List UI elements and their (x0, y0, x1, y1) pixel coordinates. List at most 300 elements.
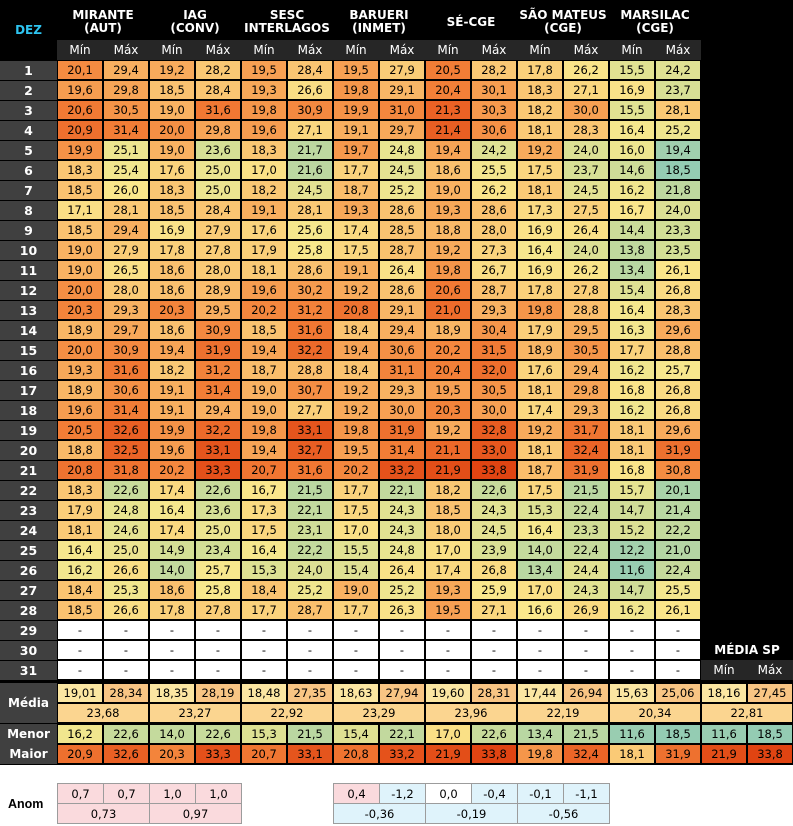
min-temp-cell: 14,0 (149, 560, 195, 580)
min-temp-cell: 17,5 (241, 520, 287, 540)
max-temp-cell: 30,5 (563, 340, 609, 360)
max-temp-cell: 26,2 (563, 260, 609, 280)
max-temp-cell: - (195, 640, 241, 660)
max-temp-cell: 24,8 (379, 540, 425, 560)
max-temp-cell: 29,4 (103, 60, 149, 80)
max-temp-cell: 32,2 (195, 420, 241, 440)
min-temp-cell: 17,9 (57, 500, 103, 520)
min-temp-cell: 19,8 (425, 260, 471, 280)
min-temp-cell: 15,4 (609, 280, 655, 300)
min-temp-cell: 20,3 (425, 400, 471, 420)
min-temp-cell: 18,2 (517, 100, 563, 120)
menor-min-cell: 13,4 (517, 724, 563, 744)
min-temp-cell: 18,5 (149, 80, 195, 100)
min-temp-cell: 15,3 (241, 560, 287, 580)
max-temp-cell: - (103, 660, 149, 680)
min-temp-cell: 21,4 (425, 120, 471, 140)
min-temp-cell: 17,8 (149, 600, 195, 620)
min-temp-cell: 15,5 (333, 540, 379, 560)
min-temp-cell: 16,7 (609, 200, 655, 220)
media-sp-min: 18,16 (701, 683, 747, 703)
min-temp-cell: 18,2 (241, 180, 287, 200)
max-temp-cell: - (379, 640, 425, 660)
day-number: 25 (0, 541, 57, 560)
min-temp-cell: 17,7 (333, 480, 379, 500)
max-temp-cell: 28,7 (287, 600, 333, 620)
min-temp-cell: 19,3 (425, 580, 471, 600)
max-temp-cell: 28,5 (379, 220, 425, 240)
max-temp-cell: 23,7 (563, 160, 609, 180)
media-max-cell: 28,31 (471, 683, 517, 703)
max-col-header: Máx (471, 40, 517, 60)
max-temp-cell: 21,6 (287, 160, 333, 180)
maior-max-cell: 33,2 (379, 744, 425, 764)
min-temp-cell: 19,9 (57, 140, 103, 160)
min-temp-cell: - (425, 640, 471, 660)
min-temp-cell: 15,5 (609, 100, 655, 120)
min-temp-cell: 18,8 (57, 440, 103, 460)
max-temp-cell: 29,5 (563, 320, 609, 340)
menor-max-cell: 22,6 (471, 724, 517, 744)
min-temp-cell: 18,1 (57, 520, 103, 540)
max-temp-cell: 26,5 (103, 260, 149, 280)
max-temp-cell: 25,4 (103, 160, 149, 180)
min-temp-cell: - (517, 620, 563, 640)
day-number: 22 (0, 481, 57, 500)
max-temp-cell: 27,1 (287, 120, 333, 140)
max-temp-cell: 23,7 (655, 80, 701, 100)
day-number: 2 (0, 81, 57, 100)
maior-max-cell: 32,4 (563, 744, 609, 764)
min-temp-cell: 16,4 (517, 520, 563, 540)
min-temp-cell: 20,0 (57, 340, 103, 360)
max-temp-cell: 27,5 (563, 200, 609, 220)
max-temp-cell: 22,1 (287, 500, 333, 520)
min-temp-cell: 18,2 (425, 480, 471, 500)
min-temp-cell: 18,1 (517, 180, 563, 200)
max-temp-cell: 28,4 (195, 80, 241, 100)
dez-corner-label: DEZ (15, 23, 42, 37)
min-temp-cell: 18,5 (57, 180, 103, 200)
min-temp-cell: 18,6 (149, 320, 195, 340)
max-temp-cell: 19,4 (655, 140, 701, 160)
min-temp-cell: 19,6 (57, 400, 103, 420)
min-temp-cell: - (609, 640, 655, 660)
min-temp-cell: 18,6 (149, 260, 195, 280)
min-temp-cell: 16,3 (609, 320, 655, 340)
max-temp-cell: 29,4 (379, 320, 425, 340)
max-temp-cell: 26,4 (379, 560, 425, 580)
station-name: IAG (183, 8, 207, 22)
min-temp-cell: 18,5 (57, 220, 103, 240)
min-temp-cell: 18,1 (517, 380, 563, 400)
max-temp-cell: 31,4 (195, 380, 241, 400)
min-temp-cell: 20,6 (425, 280, 471, 300)
min-temp-cell: 19,0 (241, 400, 287, 420)
min-temp-cell: 20,8 (333, 300, 379, 320)
max-temp-cell: - (655, 660, 701, 680)
max-temp-cell: 33,3 (195, 460, 241, 480)
max-temp-cell: 29,3 (563, 400, 609, 420)
min-temp-cell: 20,5 (425, 60, 471, 80)
max-temp-cell: 30,2 (287, 280, 333, 300)
day-number: 4 (0, 121, 57, 140)
max-temp-cell: 26,8 (655, 400, 701, 420)
day-number: 27 (0, 581, 57, 600)
max-temp-cell: 28,7 (471, 280, 517, 300)
min-temp-cell: 15,7 (609, 480, 655, 500)
max-temp-cell: 23,9 (471, 540, 517, 560)
min-temp-cell: 18,7 (517, 460, 563, 480)
media-min-cell: 15,63 (609, 683, 655, 703)
max-temp-cell: 22,4 (655, 560, 701, 580)
max-temp-cell: 29,4 (103, 220, 149, 240)
max-temp-cell: 25,1 (103, 140, 149, 160)
min-temp-cell: 19,1 (149, 400, 195, 420)
max-temp-cell: 26,8 (655, 380, 701, 400)
min-temp-cell: 16,9 (517, 220, 563, 240)
min-temp-cell: - (333, 660, 379, 680)
max-temp-cell: 32,0 (471, 360, 517, 380)
max-temp-cell: 28,3 (563, 120, 609, 140)
media-row-label: Média (0, 683, 57, 723)
day-number: 17 (0, 381, 57, 400)
min-temp-cell: - (517, 660, 563, 680)
max-temp-cell: 30,9 (287, 100, 333, 120)
min-temp-cell: 20,5 (57, 420, 103, 440)
max-temp-cell: 28,6 (287, 260, 333, 280)
max-temp-cell: 31,4 (103, 120, 149, 140)
menor-row-label: Menor (0, 724, 57, 744)
max-temp-cell: 30,6 (379, 340, 425, 360)
min-temp-cell: 21,1 (425, 440, 471, 460)
min-temp-cell: 13,4 (609, 260, 655, 280)
min-temp-cell: 18,1 (609, 440, 655, 460)
max-temp-cell: 26,2 (471, 180, 517, 200)
max-temp-cell: 30,0 (379, 400, 425, 420)
max-temp-cell: 30,3 (471, 100, 517, 120)
maior-min-cell: 20,9 (57, 744, 103, 764)
station-header (425, 4, 517, 40)
min-temp-cell: 19,2 (333, 400, 379, 420)
min-temp-cell: 18,3 (149, 180, 195, 200)
anomaly-panel (0, 765, 793, 826)
max-temp-cell: 30,1 (471, 80, 517, 100)
station-header (517, 4, 609, 40)
day-number: 5 (0, 141, 57, 160)
min-temp-cell: 17,5 (333, 240, 379, 260)
max-temp-cell: - (655, 620, 701, 640)
max-temp-cell: 31,5 (471, 340, 517, 360)
min-temp-cell: 18,4 (57, 580, 103, 600)
media-avg-cell: 23,29 (333, 703, 425, 723)
min-temp-cell: 20,1 (57, 60, 103, 80)
max-temp-cell: 28,6 (379, 200, 425, 220)
max-temp-cell: 32,8 (471, 420, 517, 440)
max-temp-cell: 28,1 (103, 200, 149, 220)
max-temp-cell: 27,8 (195, 600, 241, 620)
min-temp-cell: 20,2 (241, 300, 287, 320)
min-temp-cell: 19,4 (241, 340, 287, 360)
max-temp-cell: - (195, 660, 241, 680)
min-temp-cell: 20,0 (57, 280, 103, 300)
menor-max-cell: 18,5 (655, 724, 701, 744)
min-temp-cell: 20,3 (57, 300, 103, 320)
max-temp-cell: 31,4 (379, 440, 425, 460)
station-sub: (INMET) (352, 21, 406, 35)
menor-max-cell: 22,1 (379, 724, 425, 744)
min-temp-cell: 17,4 (149, 480, 195, 500)
max-temp-cell: 24,2 (471, 140, 517, 160)
max-temp-cell: 30,6 (471, 120, 517, 140)
min-temp-cell: 18,9 (57, 320, 103, 340)
min-temp-cell: 16,9 (149, 220, 195, 240)
min-temp-cell: 19,8 (241, 420, 287, 440)
media-max-cell: 25,06 (655, 683, 701, 703)
media-avg-cell: 22,92 (241, 703, 333, 723)
max-temp-cell: 28,6 (379, 280, 425, 300)
media-sp-max-header: Máx (747, 660, 793, 680)
max-temp-cell: 23,6 (195, 140, 241, 160)
menor-max-cell: 21,5 (287, 724, 333, 744)
max-temp-cell: 31,2 (195, 360, 241, 380)
day-number: 10 (0, 241, 57, 260)
max-temp-cell: 25,2 (379, 180, 425, 200)
max-temp-cell: 27,9 (379, 60, 425, 80)
min-temp-cell: 19,6 (149, 440, 195, 460)
maior-min-cell: 20,3 (149, 744, 195, 764)
max-temp-cell: 22,6 (471, 480, 517, 500)
max-temp-cell: 28,4 (195, 200, 241, 220)
max-temp-cell: 31,1 (379, 360, 425, 380)
max-temp-cell: 29,3 (103, 300, 149, 320)
min-temp-cell: 19,1 (333, 260, 379, 280)
anom-right-value: 0,4 (333, 783, 380, 804)
min-col-header: Mín (609, 40, 655, 60)
min-temp-cell: 16,4 (517, 240, 563, 260)
min-temp-cell: 19,2 (425, 240, 471, 260)
min-temp-cell: 17,0 (425, 540, 471, 560)
max-temp-cell: 22,4 (563, 500, 609, 520)
min-temp-cell: - (57, 640, 103, 660)
max-temp-cell: 27,7 (287, 400, 333, 420)
max-temp-cell: 31,6 (103, 360, 149, 380)
max-temp-cell: 26,9 (563, 600, 609, 620)
max-temp-cell: 26,1 (655, 600, 701, 620)
min-temp-cell: - (241, 620, 287, 640)
min-temp-cell: 18,5 (149, 200, 195, 220)
anom-right-value: -1,1 (563, 783, 610, 804)
max-temp-cell: - (103, 640, 149, 660)
day-number: 11 (0, 261, 57, 280)
max-temp-cell: 23,4 (195, 540, 241, 560)
media-min-cell: 18,35 (149, 683, 195, 703)
max-temp-cell: 25,5 (655, 580, 701, 600)
max-temp-cell: 23,1 (287, 520, 333, 540)
anom-left-value: 1,0 (149, 783, 196, 804)
max-temp-cell: 21,7 (287, 140, 333, 160)
max-temp-cell: 24,4 (563, 560, 609, 580)
max-col-header: Máx (287, 40, 333, 60)
max-temp-cell: 28,1 (655, 100, 701, 120)
min-temp-cell: 18,6 (425, 160, 471, 180)
min-temp-cell: 17,9 (241, 240, 287, 260)
max-temp-cell: 31,9 (655, 440, 701, 460)
min-temp-cell: 18,6 (149, 580, 195, 600)
station-header (149, 4, 241, 40)
max-temp-cell: 28,6 (471, 200, 517, 220)
max-temp-cell: - (287, 640, 333, 660)
maior-max-cell: 31,9 (655, 744, 701, 764)
max-temp-cell: 30,9 (103, 340, 149, 360)
max-temp-cell: 29,7 (103, 320, 149, 340)
media-avg-cell: 22,19 (517, 703, 609, 723)
max-temp-cell: 26,3 (379, 600, 425, 620)
day-number: 8 (0, 201, 57, 220)
min-temp-cell: 15,2 (609, 520, 655, 540)
menor-min-cell: 15,3 (241, 724, 287, 744)
min-temp-cell: 20,9 (57, 120, 103, 140)
min-temp-cell: 20,2 (333, 460, 379, 480)
min-temp-cell: 19,5 (425, 600, 471, 620)
max-temp-cell: 26,4 (379, 260, 425, 280)
max-col-header: Máx (379, 40, 425, 60)
media-min-cell: 19,01 (57, 683, 103, 703)
day-number: 14 (0, 321, 57, 340)
media-max-cell: 27,94 (379, 683, 425, 703)
max-temp-cell: 33,0 (471, 440, 517, 460)
min-temp-cell: 20,2 (425, 340, 471, 360)
max-temp-cell: 28,0 (103, 280, 149, 300)
day-number: 20 (0, 441, 57, 460)
max-temp-cell: 25,0 (195, 160, 241, 180)
max-temp-cell: 29,4 (563, 360, 609, 380)
min-temp-cell: 16,7 (241, 480, 287, 500)
media-min-cell: 19,60 (425, 683, 471, 703)
min-temp-cell: 19,3 (241, 80, 287, 100)
min-temp-cell: 17,0 (241, 160, 287, 180)
max-temp-cell: 25,2 (287, 580, 333, 600)
max-temp-cell: 32,5 (103, 440, 149, 460)
max-temp-cell: - (563, 660, 609, 680)
max-temp-cell: 33,2 (379, 460, 425, 480)
min-temp-cell: 17,0 (517, 580, 563, 600)
max-temp-cell: 31,0 (379, 100, 425, 120)
min-temp-cell: - (517, 640, 563, 660)
min-temp-cell: 16,4 (149, 500, 195, 520)
min-temp-cell: 19,0 (57, 240, 103, 260)
min-temp-cell: 18,1 (241, 260, 287, 280)
min-temp-cell: 18,7 (333, 180, 379, 200)
max-temp-cell: 31,9 (563, 460, 609, 480)
max-col-header: Máx (563, 40, 609, 60)
min-temp-cell: 19,0 (57, 260, 103, 280)
max-temp-cell: 29,6 (655, 420, 701, 440)
max-temp-cell: 29,1 (379, 300, 425, 320)
day-number: 29 (0, 621, 57, 640)
max-temp-cell: 28,3 (655, 300, 701, 320)
maior-min-cell: 20,7 (241, 744, 287, 764)
min-temp-cell: - (609, 660, 655, 680)
max-temp-cell: 28,4 (287, 60, 333, 80)
max-temp-cell: 29,6 (655, 320, 701, 340)
station-sub: (CGE) (544, 21, 582, 35)
max-temp-cell: 24,5 (287, 180, 333, 200)
min-temp-cell: 18,4 (333, 320, 379, 340)
max-temp-cell: 21,5 (287, 480, 333, 500)
max-temp-cell: 31,6 (287, 320, 333, 340)
anom-left-avg: 0,73 (57, 803, 150, 824)
media-max-cell: 28,19 (195, 683, 241, 703)
max-temp-cell: - (195, 620, 241, 640)
min-temp-cell: 21,3 (425, 100, 471, 120)
min-temp-cell: 19,6 (241, 120, 287, 140)
min-temp-cell: 16,8 (609, 460, 655, 480)
min-temp-cell: 13,4 (517, 560, 563, 580)
min-temp-cell: 18,0 (425, 520, 471, 540)
min-temp-cell: 19,0 (425, 180, 471, 200)
max-temp-cell: 30,0 (563, 100, 609, 120)
max-temp-cell: - (563, 640, 609, 660)
min-temp-cell: - (149, 620, 195, 640)
min-temp-cell: 17,3 (241, 500, 287, 520)
max-temp-cell: 24,3 (471, 500, 517, 520)
max-temp-cell: 21,4 (655, 500, 701, 520)
min-temp-cell: - (425, 620, 471, 640)
min-temp-cell: 16,2 (57, 560, 103, 580)
max-temp-cell: 24,0 (563, 140, 609, 160)
maior-min-cell: 21,9 (425, 744, 471, 764)
min-temp-cell: 18,4 (333, 360, 379, 380)
min-temp-cell: 11,6 (609, 560, 655, 580)
max-temp-cell: - (655, 640, 701, 660)
max-temp-cell: 33,8 (471, 460, 517, 480)
station-name: MARSILAC (620, 8, 690, 22)
media-min-cell: 17,44 (517, 683, 563, 703)
min-temp-cell: 18,2 (149, 360, 195, 380)
maior-max-cell: 33,3 (195, 744, 241, 764)
media-sp-min-header: Mín (701, 660, 747, 680)
max-temp-cell: 26,8 (655, 280, 701, 300)
max-temp-cell: 27,8 (563, 280, 609, 300)
maior-min-cell: 18,1 (609, 744, 655, 764)
day-number: 28 (0, 601, 57, 620)
min-col-header: Mín (425, 40, 471, 60)
min-temp-cell: 19,6 (241, 280, 287, 300)
media-avg-cell: 23,27 (149, 703, 241, 723)
max-temp-cell: 28,7 (379, 240, 425, 260)
min-temp-cell: 17,7 (609, 340, 655, 360)
min-temp-cell: 19,9 (333, 100, 379, 120)
min-temp-cell: 17,8 (517, 60, 563, 80)
min-col-header: Mín (241, 40, 287, 60)
max-temp-cell: 26,4 (563, 220, 609, 240)
day-number: 6 (0, 161, 57, 180)
max-temp-cell: 25,0 (103, 540, 149, 560)
min-temp-cell: - (149, 640, 195, 660)
max-temp-cell: 22,2 (287, 540, 333, 560)
station-name: SÃO MATEUS (519, 8, 607, 22)
max-temp-cell: 24,3 (563, 580, 609, 600)
max-temp-cell: 24,0 (655, 200, 701, 220)
max-temp-cell: 25,7 (655, 360, 701, 380)
min-temp-cell: 16,2 (609, 360, 655, 380)
min-temp-cell: 19,2 (149, 60, 195, 80)
min-temp-cell: 19,3 (425, 200, 471, 220)
max-temp-cell: 30,7 (287, 380, 333, 400)
max-temp-cell: 24,5 (471, 520, 517, 540)
day-number: 24 (0, 521, 57, 540)
